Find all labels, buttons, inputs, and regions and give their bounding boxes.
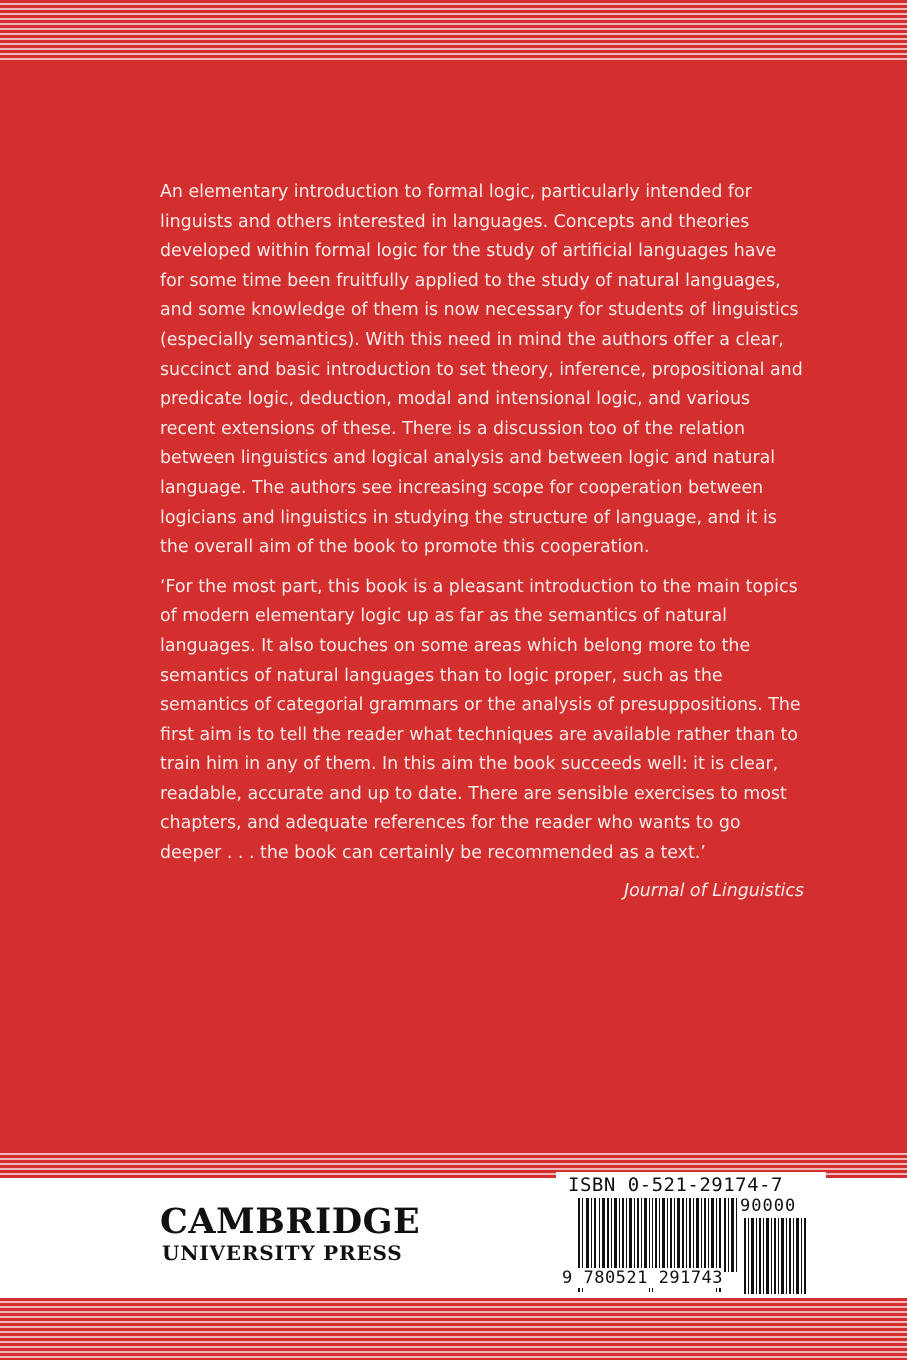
addon-code: 90000: [740, 1196, 797, 1216]
isbn-label: ISBN 0-521-29174-7: [568, 1174, 783, 1196]
publisher-name-line2: UNIVERSITY PRESS: [162, 1241, 403, 1265]
book-description: An elementary introduction to formal logic, particularly intended for linguists and others interested in languages. Concepts and theories developed within formal logic for the study of artificial languages have for some time been fruitfully applied to the study of natural languages, and some knowledge of them is now necessary for students of linguistics (especially semantics). With this need in mind the authors offer a clear, succinct and basic introduction to set theory, inference, propositional and predicate logic, deduction, modal and intensional logic, and various recent extensions of these. There is a discussion too of the relation between linguistics and logical analysis and between logic and natural language. The authors see increasing scope for cooperation between logicians and linguistics in studying the structure of language, and it is the overall aim of the book to promote this cooperation.: [160, 182, 803, 558]
ean-number: 9 780521 291743: [562, 1268, 724, 1288]
back-cover-text: [160, 178, 804, 906]
top-stripes: [0, 0, 907, 62]
isbn-barcode-box: [556, 1172, 826, 1298]
bottom-stripes: [0, 1298, 907, 1360]
review-quote: ‘For the most part, this book is a pleasant introduction to the main topics of modern elementary logic up as far as the semantics of natural languages. It also touches on some areas which belong more to the semantics of natural languages than to logic proper, such as the semantics of categorial grammars or the analysis of presuppositions. The first aim is to tell the reader what techniques are available rather than to train him in any of them. In this aim the book succeeds well: it is clear, readable, accurate and up to date. There are sensible exercises to most chapters, and adequate references for the reader who wants to go deeper . . . the book can certainly be recommended as a text.’: [160, 576, 801, 864]
review-source: Journal of Linguistics: [623, 880, 804, 901]
publisher-logo: [160, 1203, 420, 1265]
publisher-name-line1: CAMBRIDGE: [160, 1201, 421, 1242]
